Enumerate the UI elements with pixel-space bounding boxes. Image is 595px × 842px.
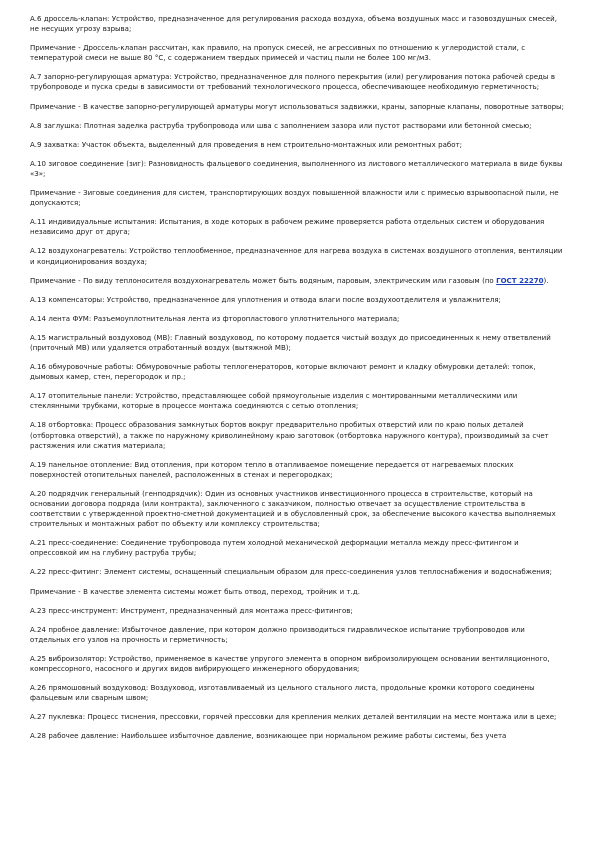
term-definition: Испытания, в ходе которых в рабочем режиме проверяется работа отдельных систем и оборудования независимо друг от друга; — [30, 218, 545, 237]
term-label: А.14 лента ФУМ: — [30, 314, 92, 323]
note-text: Примечание - Дроссель-клапан рассчитан, как правило, на пропуск смесей, не агрессивных по отношению к углеродистой стали, с температурой смеси не выше 80 °С, с содержанием твердых примесей и частиц пыли не более 100 мг/м3. — [30, 44, 526, 63]
term-definition: Процесс тиснения, прессовки, горячей прессовки для крепления мелких деталей вентиляции на месте монтажа или в цехе; — [87, 713, 557, 722]
term-definition: Элемент системы, оснащенный специальным образом для пресс-соединения узлов теплоснабжения и водоснабжения; — [104, 568, 552, 577]
definition-paragraph — [30, 391, 565, 411]
term-label: А.20 подрядчик генеральный (генподрядчик): — [30, 489, 203, 498]
term-label: А.9 захватка: — [30, 140, 80, 149]
definition-paragraph — [30, 489, 565, 529]
term-definition: Обмуровочные работы теплогенераторов, которые включают ремонт и кладку обмуровки деталей: топок, дымовых камер, стен, перегородок и пр.; — [30, 363, 536, 382]
term-label: А.28 рабочее давление: — [30, 732, 119, 741]
note-text: Примечание - В качестве запорно-регулирующей арматуры могут использоваться задвижки, краны, запорные клапаны, поворотные затворы; — [30, 102, 564, 111]
term-label: А.19 панельное отопление: — [30, 460, 133, 469]
term-label: А.16 обмуровочные работы: — [30, 363, 134, 372]
term-definition: Вид отопления, при котором тепло в отапливаемое помещение передается от нагреваемых плоских поверхностей отопительных панелей, расположенных в стенах и перегородках; — [30, 460, 514, 479]
note-text: Примечание - Зиговые соединения для систем, транспортирующих воздух повышенной влажности или с примесью взрывоопасной пыли, не допускаются; — [30, 189, 559, 208]
term-label: А.11 индивидуальные испытания: — [30, 218, 157, 227]
note-paragraph — [30, 102, 565, 112]
note-paragraph — [30, 587, 565, 597]
definition-paragraph — [30, 314, 565, 324]
term-definition: Участок объекта, выделенный для проведения в нем строительно-монтажных или ремонтных работ; — [81, 140, 462, 149]
term-label: А.6 дроссель-клапан: — [30, 15, 110, 23]
definition-paragraph — [30, 333, 565, 353]
definition-paragraph — [30, 121, 565, 131]
note-paragraph — [30, 276, 565, 286]
definition-paragraph — [30, 14, 565, 34]
term-label: А.18 отбортовка: — [30, 421, 94, 430]
term-definition: Один из основных участников инвестиционного процесса в строительстве, который на основании договора подряда (или контракта), заключенного с заказчиком, полностью отвечает за осуществление строительства в соответствии с утвержденной проектно-сметной документацией и в обусловленный срок, за обеспечение высокого качества выполняемых строительных и монтажных работ по объекту или комплексу строительства; — [30, 489, 556, 529]
term-definition: Наибольшее избыточное давление, возникающее при нормальном режиме работы системы, без учета — [121, 732, 507, 741]
term-definition: Инструмент, предназначенный для монтажа пресс-фитингов; — [120, 606, 353, 615]
term-label: А.15 магистральный воздуховод (МВ): — [30, 333, 173, 342]
note-paragraph — [30, 188, 565, 208]
definition-paragraph — [30, 606, 565, 616]
definition-paragraph — [30, 295, 565, 305]
definition-paragraph — [30, 246, 565, 266]
term-label: А.17 отопительные панели: — [30, 392, 134, 401]
definition-paragraph — [30, 460, 565, 480]
definition-paragraph — [30, 731, 565, 741]
term-definition: Устройство, представляющее собой прямоугольные изделия с монтированными металлическими или стеклянными трубками, которые в процессе монтажа соединяются с сетью отопления; — [30, 392, 518, 411]
term-label: А.12 воздухонагреватель: — [30, 247, 127, 256]
definition-paragraph — [30, 362, 565, 382]
definition-paragraph — [30, 683, 565, 703]
term-definition: Устройство, применяемое в качестве упругого элемента в опорном виброизолирующем основании вентиляционного, компрессорного, насосного и других видов вибрирующего инженерного оборудования; — [30, 654, 550, 674]
term-definition: Устройство теплообменное, предназначенное для нагрева воздуха в системах воздушного отопления, вентиляции и кондиционирования воздуха; — [30, 247, 563, 266]
term-definition: Устройство, предназначенное для регулирования расхода воздуха, объема воздушных масс и газовоздушных смесей, не несущих угрозу взрыва; — [30, 15, 557, 34]
term-definition: Избыточное давление, при котором должно производиться гидравлическое испытание трубопроводов или отдельных его узлов на прочность и герметичность; — [30, 625, 525, 644]
term-definition: Процесс образования замкнутых бортов вокруг предварительно пробитых отверстий или по краю полых деталей (отбортовка отверстий), а также по наружному криволинейному краю заготовок (отбортовка наружного контура), производимый за счет растяжения или сжатия материала; — [30, 421, 549, 450]
term-label: А.27 пуклевка: — [30, 713, 86, 722]
term-label: А.8 заглушка: — [30, 121, 82, 130]
term-label: А.21 пресс-соединение: — [30, 539, 119, 548]
definition-paragraph — [30, 567, 565, 577]
term-label: А.23 пресс-инструмент: — [30, 606, 119, 615]
term-label: А.10 зиговое соединение (зиг): — [30, 159, 147, 168]
definition-paragraph — [30, 159, 565, 179]
term-label: А.7 запорно-регулирующая арматура: — [30, 73, 172, 82]
term-definition: Устройство, предназначенное для полного перекрытия (или) регулирования потока рабочей среды в трубопроводе и пуска среды в зависимости от требований технологического процесса, обеспечивающее необходимую герметичность; — [30, 73, 555, 92]
term-definition: Разновидность фальцевого соединения, выполненного из листового металлического материала в виде буквы «З»; — [30, 159, 563, 178]
definition-paragraph — [30, 538, 565, 558]
definition-paragraph — [30, 654, 565, 674]
note-text: Примечание - По виду теплоносителя воздухонагреватель может быть водяным, паровым, электрическим или газовым (по — [30, 276, 494, 285]
term-definition: Разъемоуплотнительная лента из фторопластового уплотнительного материала; — [93, 314, 400, 323]
note-text-tail: ). — [543, 276, 549, 285]
definition-paragraph — [30, 217, 565, 237]
term-label: А.22 пресс-фитинг: — [30, 568, 102, 577]
definition-paragraph — [30, 625, 565, 645]
standard-reference-link[interactable]: ГОСТ 22270 — [496, 276, 544, 285]
term-definition: Воздуховод, изготавливаемый из цельного стального листа, продольные кромки которого соединены фальцевым или сварным швом; — [30, 684, 535, 703]
document-page — [30, 14, 565, 751]
note-text: Примечание - В качестве элемента системы может быть отвод, переход, тройник и т.д. — [30, 587, 360, 596]
term-label: А.26 прямошовный воздуховод: — [30, 684, 149, 693]
definition-paragraph — [30, 420, 565, 450]
note-paragraph — [30, 43, 565, 63]
term-definition: Устройство, предназначенное для уплотнения и отвода влаги после воздухоотделителя и увлажнителя; — [106, 295, 501, 304]
term-label: А.25 виброизолятор: — [30, 654, 107, 663]
term-definition: Соединение трубопровода путем холодной механической деформации металла между пресс-фитингом и опрессовкой им на глубину раструба трубы; — [30, 539, 519, 558]
definition-paragraph — [30, 140, 565, 150]
term-label: А.24 пробное давление: — [30, 625, 120, 634]
term-label: А.13 компенсаторы: — [30, 295, 105, 304]
definition-paragraph — [30, 72, 565, 92]
term-definition: Плотная заделка раструба трубопровода или шва с заполнением зазора или пустот растворами или бетонной смесью; — [83, 121, 532, 130]
term-definition: Главный воздуховод, по которому подается чистый воздух до присоединенных к нему ответвлений (приточный МВ) или удаляется отработанный воздух (вытяжной МВ); — [30, 333, 551, 352]
definition-paragraph — [30, 712, 565, 722]
